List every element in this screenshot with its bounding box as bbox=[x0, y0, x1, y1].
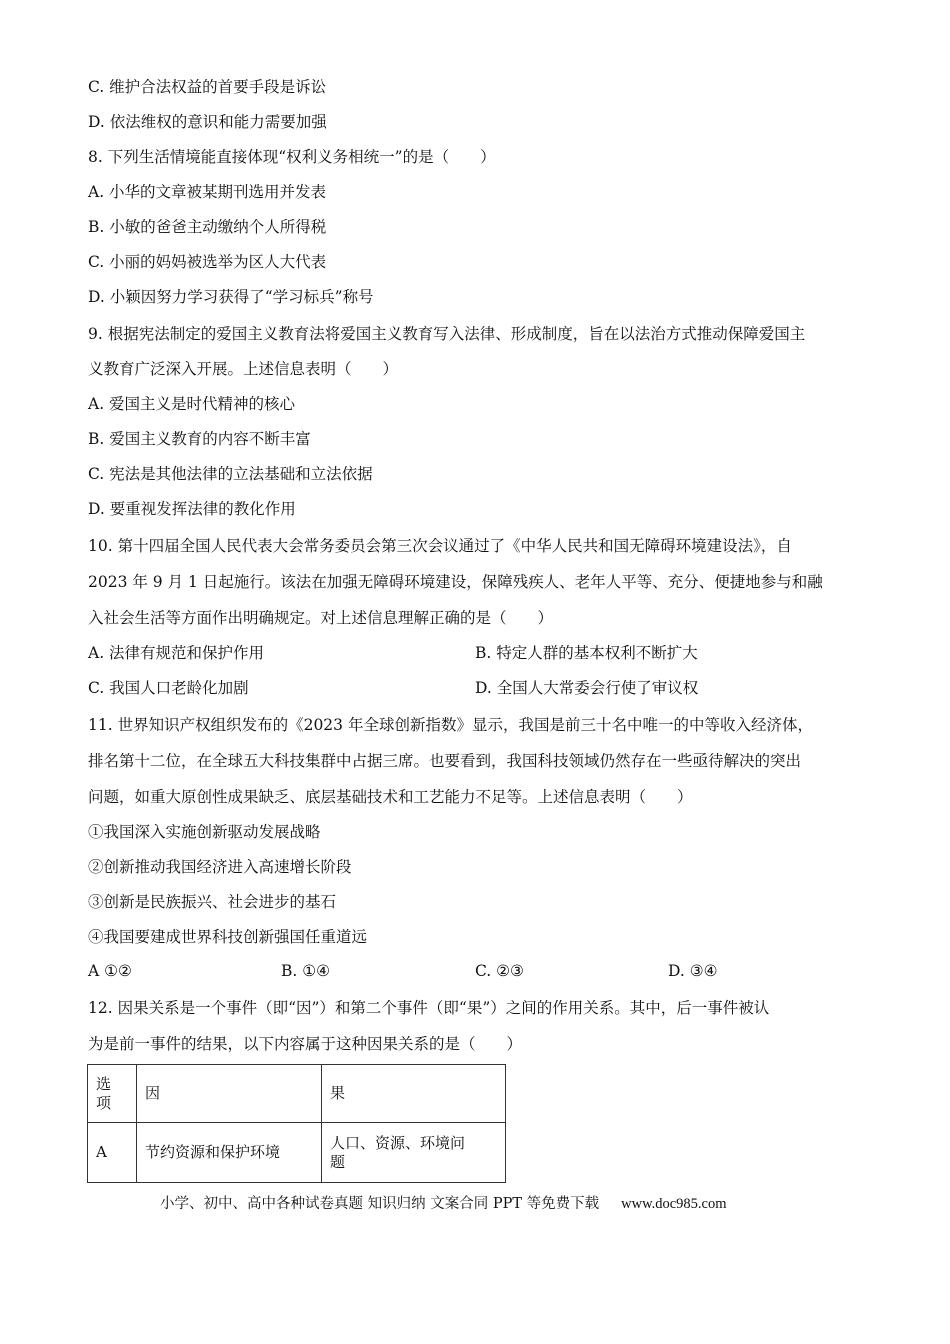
q10-option-c: C. 我国人口老龄化加剧 bbox=[88, 679, 249, 697]
q12-stem-line2: 为是前一事件的结果，以下内容属于这种因果关系的是（ ） bbox=[88, 1035, 523, 1053]
q10-stem-line3: 入社会生活等方面作出明确规定。对上述信息理解正确的是（ ） bbox=[88, 609, 554, 627]
q11-statement-3: ③创新是民族振兴、社会进步的基石 bbox=[88, 893, 337, 911]
q8-option-a: A. 小华的文章被某期刊选用并发表 bbox=[88, 183, 327, 201]
q10-option-a: A. 法律有规范和保护作用 bbox=[88, 644, 265, 662]
header-effect: 果 bbox=[322, 1065, 506, 1123]
row-a-option: A bbox=[88, 1123, 137, 1183]
page-footer bbox=[160, 1192, 727, 1213]
q10-stem-line1: 10. 第十四届全国人民代表大会常务委员会第三次会议通过了《中华人民共和国无障碍环境建设法》，自 bbox=[88, 537, 792, 555]
q9-stem-line2: 义教育广泛深入开展。上述信息表明（ ） bbox=[88, 360, 399, 378]
q8-option-b: B. 小敏的爸爸主动缴纳个人所得税 bbox=[88, 218, 327, 236]
table-header-row bbox=[88, 1065, 506, 1123]
q12-table bbox=[87, 1064, 506, 1183]
table-row bbox=[88, 1123, 506, 1183]
header-cause: 因 bbox=[137, 1065, 322, 1123]
footer-text: 小学、初中、高中各种试卷真题 知识归纳 文案合同 PPT 等免费下载 bbox=[160, 1196, 600, 1212]
q9-stem-line1: 9. 根据宪法制定的爱国主义教育法将爱国主义教育写入法律、形成制度，旨在以法治方式推动保障爱国主 bbox=[88, 325, 806, 343]
q7-option-d: D. 依法维权的意识和能力需要加强 bbox=[88, 113, 327, 131]
q11-statement-1: ①我国深入实施创新驱动发展战略 bbox=[88, 823, 321, 841]
q10-stem-line2: 2023 年 9 月 1 日起施行。该法在加强无障碍环境建设，保障残疾人、老年人平等、充分、便捷地参与和融 bbox=[88, 573, 823, 591]
q9-option-a: A. 爱国主义是时代精神的核心 bbox=[88, 395, 296, 413]
q9-option-c: C. 宪法是其他法律的立法基础和立法依据 bbox=[88, 465, 373, 483]
q11-stem-line2: 排名第十二位，在全球五大科技集群中占据三席。也要看到，我国科技领域仍然存在一些亟待解决的突出 bbox=[88, 752, 802, 770]
q11-option-b: B. ①④ bbox=[281, 962, 331, 980]
q11-option-d: D. ③④ bbox=[668, 962, 718, 980]
row-a-effect: 人口、资源、环境问 题 bbox=[322, 1123, 506, 1183]
q9-option-d: D. 要重视发挥法律的教化作用 bbox=[88, 500, 296, 518]
q11-option-c: C. ②③ bbox=[475, 962, 524, 980]
header-option: 选 项 bbox=[88, 1065, 137, 1123]
q10-option-b: B. 特定人群的基本权利不断扩大 bbox=[475, 644, 698, 662]
q11-statement-4: ④我国要建成世界科技创新强国任重道远 bbox=[88, 928, 368, 946]
q8-option-c: C. 小丽的妈妈被选举为区人大代表 bbox=[88, 253, 327, 271]
q10-option-d: D. 全国人大常委会行使了审议权 bbox=[475, 679, 699, 697]
q11-stem-line3: 问题，如重大原创性成果缺乏、底层基础技术和工艺能力不足等。上述信息表明（ ） bbox=[88, 788, 693, 806]
row-a-cause: 节约资源和保护环境 bbox=[137, 1123, 322, 1183]
q7-option-c: C. 维护合法权益的首要手段是诉讼 bbox=[88, 78, 327, 96]
q11-stem-line1: 11. 世界知识产权组织发布的《2023 年全球创新指数》显示，我国是前三十名中唯一的中等收入经济体， bbox=[88, 716, 813, 734]
q11-statement-2: ②创新推动我国经济进入高速增长阶段 bbox=[88, 858, 352, 876]
q12-stem-line1: 12. 因果关系是一个事件（即“因”）和第二个事件（即“果”）之间的作用关系。其中，后一事件被认 bbox=[88, 999, 770, 1017]
q11-option-a: A ①② bbox=[88, 962, 132, 980]
footer-site-link[interactable]: www.doc985.com bbox=[621, 1196, 727, 1212]
q9-option-b: B. 爱国主义教育的内容不断丰富 bbox=[88, 430, 311, 448]
q8-option-d: D. 小颖因努力学习获得了“学习标兵”称号 bbox=[88, 288, 374, 306]
q8-stem: 8. 下列生活情境能直接体现“权利义务相统一”的是（ ） bbox=[88, 148, 496, 166]
